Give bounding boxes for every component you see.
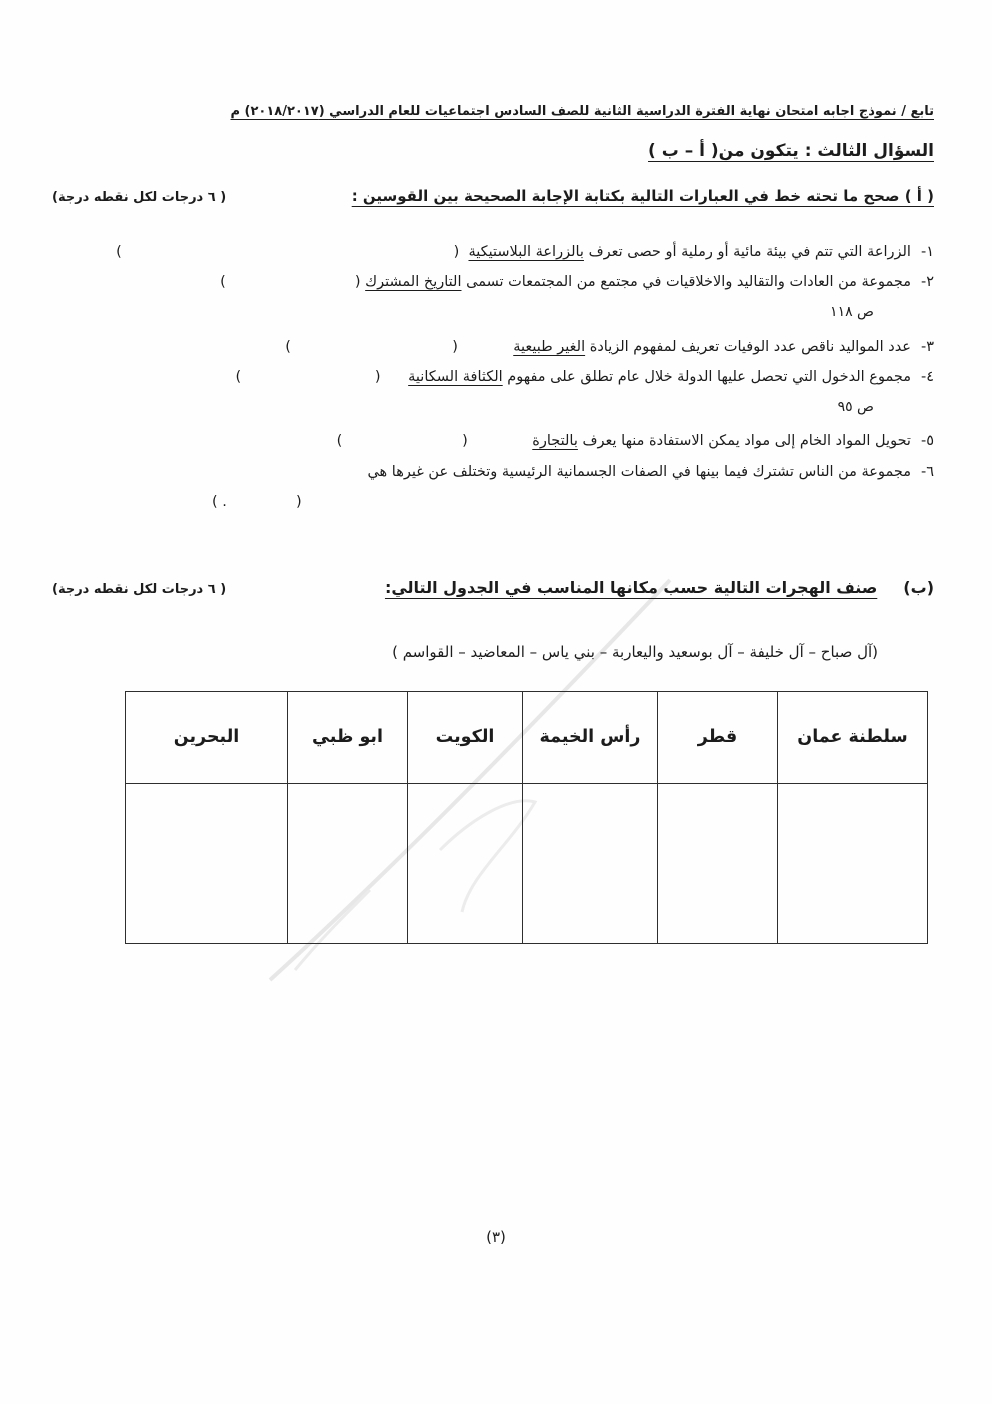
part-b-heading [52,578,934,597]
column-header-ras-al-khaimah: رأس الخيمة [523,691,658,783]
page-content [52,104,934,944]
column-header-bahrain: البحرين [126,691,288,783]
part-a-heading [52,187,934,205]
underlined-term: بالتجارة [532,433,578,450]
answer-cell [523,783,658,943]
statement-item-4 [52,366,934,388]
page-reference: ص ٩٥ [837,398,874,415]
statement-item-2 [52,271,934,293]
statement-number: ٣- [920,338,934,355]
part-b-instruction: صنف الهجرات التالية حسب مكانها المناسب في الجدول التالي: [384,577,878,597]
answer-cell [408,783,523,943]
part-b-points: ( ٦ درجات لكل نقطه درجة) [52,581,227,597]
statements-list [52,241,934,514]
column-header-abu-dhabi: ابو ظبي [288,691,408,783]
answer-cell [658,783,778,943]
answer-bracket: ( . ) [212,494,302,511]
page-reference: ص ١١٨ [830,303,874,320]
answer-bracket: ( ) [285,338,514,355]
migration-options-list: (آل صباح – آل خليفة – آل بوسعيد واليعاربة – بني ياس – المعاضيد – القواسم ) [392,642,878,661]
statement-text: مجموعة من العادات والتقاليد والاخلاقيات في مجتمع من المجتمعات تسمى [461,274,911,291]
part-a-points: ( ٦ درجات لكل نقطه درجة) [52,190,227,205]
column-header-qatar: قطر [658,691,778,783]
classification-table [125,691,928,944]
answer-bracket: ( ) [235,369,409,386]
underlined-term: بالزراعة البلاستيكية [468,244,584,260]
question-title: السؤال الثالث : يتكون من( أ – ب ) [648,141,934,161]
page-number: (٣) [486,1228,506,1246]
answer-cell [126,783,288,943]
answer-bracket: ( ) [116,244,469,260]
statement-number: ٦- [920,463,934,480]
document-header: تابع / نموذج اجابه امتحان نهاية الفترة الدراسية الثانية للصف السادس اجتماعيات للعام الدراسي (٢٠١٨/٢٠١٧) م [230,104,934,119]
answer-cell [288,783,408,943]
table-answer-row [126,783,928,943]
column-header-oman: سلطنة عمان [778,691,928,783]
statement-item-6 [52,461,934,483]
answer-cell [778,783,928,943]
statement-text: مجموعة من الناس تشترك فيما بينها في الصفات الجسمانية الرئيسية وتختلف عن غيرها هي [367,463,911,480]
part-b-label: (ب) [903,577,934,597]
statement-text: تحويل المواد الخام إلى مواد يمكن الاستفادة منها يعرف [577,433,911,450]
statement-number: ٢- [920,274,934,291]
column-header-kuwait: الكويت [408,691,523,783]
statement-text: الزراعة التي تتم في بيئة مائية أو رملية أو حصى تعرف [583,244,911,260]
statement-text: مجموع الدخول التي تحصل عليها الدولة خلال عام تطلق على مفهوم [502,369,911,386]
answer-bracket: ( ) [336,433,533,450]
statement-number: ٤- [920,369,934,386]
underlined-term: الغير طبيعية [513,338,586,355]
answer-bracket: ( ) [220,274,366,291]
statement-number: ٥- [920,433,934,450]
table-header-row [126,691,928,783]
statement-item-3 [52,336,934,358]
part-a-instruction: ( أ ) صحح ما تحته خط في العبارات التالية بكتابة الإجابة الصحيحة بين القوسين : [351,187,934,205]
statement-number: ١- [920,244,934,260]
statement-text: عدد المواليد ناقص عدد الوفيات تعريف لمفهوم الزيادة [585,338,911,355]
statement-item-1 [52,241,934,263]
underlined-term: الكثافة السكانية [408,369,503,386]
statement-item-5 [52,430,934,452]
underlined-term: التاريخ المشترك [365,274,462,291]
